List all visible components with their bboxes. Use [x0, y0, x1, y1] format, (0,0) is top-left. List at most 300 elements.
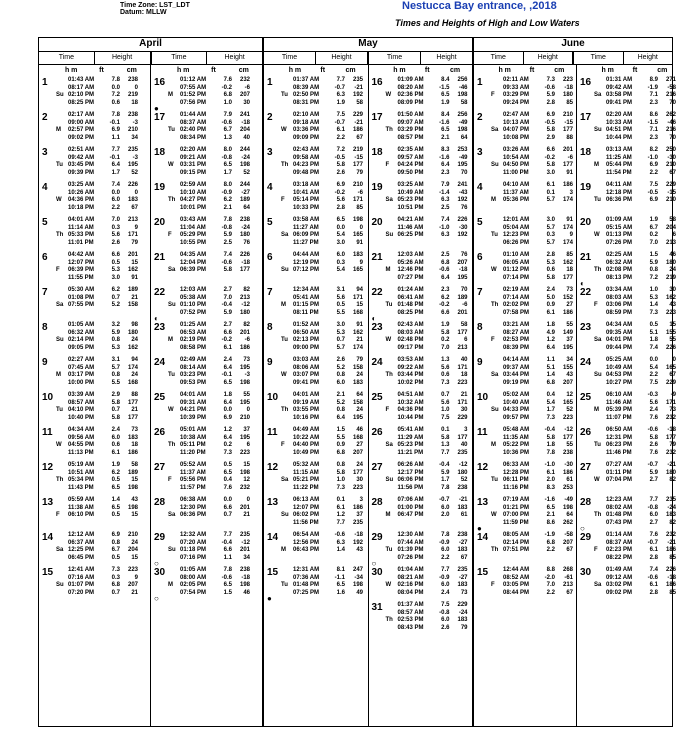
tide-time: 01:52 PM — [180, 92, 207, 99]
day-number: 23 — [580, 322, 592, 333]
tide-time: 12:23 PM — [503, 232, 530, 239]
tide-height-cm: 207 — [239, 92, 250, 99]
tide-height-cm: -15 — [354, 154, 363, 161]
tide-height-cm: -12 — [458, 462, 468, 468]
tide-height-ft: 0.4 — [223, 477, 232, 484]
tide-row — [56, 120, 147, 128]
day-entry — [477, 182, 573, 217]
day-of-week — [281, 400, 293, 408]
tide-row — [168, 540, 259, 548]
tide-time: 09:35 AM — [606, 329, 633, 336]
tide-height-cm: 201 — [562, 147, 573, 153]
tide-row — [491, 170, 573, 178]
tide-row — [168, 217, 259, 225]
tide-height-ft: 5.6 — [649, 399, 658, 406]
tide-row — [386, 477, 470, 485]
half-month-column — [151, 65, 262, 727]
tide-time: 07:00 PM — [503, 512, 530, 519]
tide-row — [386, 602, 470, 610]
day-of-week — [281, 85, 293, 93]
tide-rows — [594, 112, 676, 147]
day-of-week: W — [491, 512, 497, 519]
day-of-week — [56, 532, 68, 540]
tide-height-ft: 5.3 — [546, 259, 555, 266]
tide-row — [594, 135, 676, 143]
tide-height-ft: 2.8 — [546, 99, 555, 106]
tide-time: 05:41 AM — [293, 294, 320, 301]
day-of-week — [168, 357, 180, 365]
tide-height-ft: 6.2 — [441, 294, 450, 301]
tide-height-cm: 183 — [457, 504, 468, 511]
tide-row — [56, 77, 147, 85]
tide-rows — [56, 287, 147, 322]
tide-time: 01:09 AM — [397, 77, 424, 83]
day-entry — [42, 567, 147, 602]
day-entry — [477, 287, 573, 322]
tide-time: 02:35 AM — [397, 147, 424, 153]
tide-height-cm: -21 — [354, 119, 363, 126]
day-of-week — [168, 567, 180, 575]
day-of-week — [491, 435, 503, 443]
tide-height-cm: 24 — [356, 462, 363, 468]
day-of-week — [386, 147, 398, 155]
day-number: 13 — [267, 497, 279, 508]
tide-height-cm: 58 — [356, 99, 363, 106]
tide-row — [281, 112, 365, 120]
tide-height-cm: 210 — [127, 127, 138, 134]
tide-time: 05:26 AM — [397, 259, 424, 266]
tide-row — [168, 567, 259, 575]
day-number: 8 — [267, 322, 273, 333]
tide-height-cm: 223 — [562, 77, 573, 83]
tide-height-cm: 58 — [669, 217, 676, 223]
tide-row — [56, 575, 147, 583]
tide-row — [386, 532, 470, 540]
tide-height-ft: 5.2 — [336, 399, 345, 406]
tide-row — [281, 485, 365, 493]
tide-height-ft: 0.8 — [111, 372, 120, 379]
day-entry — [580, 462, 676, 497]
tide-time: 06:38 AM — [180, 497, 207, 503]
tide-time: 04:34 AM — [606, 322, 633, 328]
tide-row — [491, 532, 573, 540]
day-of-week — [491, 590, 503, 598]
tide-rows — [168, 182, 259, 217]
tide-row — [168, 415, 259, 423]
day-of-week: M — [594, 162, 599, 169]
day-entry — [42, 532, 147, 567]
day-of-week — [386, 170, 398, 178]
tide-row — [56, 477, 147, 485]
day-number: 26 — [154, 427, 166, 438]
tide-height-ft: -0.2 — [221, 337, 232, 344]
tide-height-ft: 7.5 — [441, 414, 450, 421]
half-month-column — [577, 65, 679, 727]
day-of-week — [281, 505, 293, 513]
tide-row — [281, 567, 365, 575]
day-of-week — [168, 310, 180, 318]
day-of-week — [594, 345, 606, 353]
tide-height-cm: 195 — [239, 399, 250, 406]
tide-height-cm: 256 — [457, 112, 468, 118]
tide-time: 12:31 PM — [606, 434, 633, 441]
day-of-week: Th — [168, 442, 176, 449]
tide-time: 04:21 PM — [180, 407, 207, 414]
tide-height-cm: 171 — [457, 399, 468, 406]
tide-time: 12:30 AM — [397, 532, 424, 538]
tide-row — [594, 267, 676, 275]
tide-time: 03:25 AM — [397, 182, 424, 188]
tide-height-ft: 0.3 — [546, 232, 555, 239]
day-number: 4 — [477, 182, 483, 193]
tide-height-ft: 6.5 — [546, 504, 555, 511]
day-of-week — [56, 182, 68, 190]
tide-height-ft: 1.7 — [546, 407, 555, 414]
tide-time: 06:37 AM — [68, 539, 95, 546]
day-of-week — [491, 217, 503, 225]
tide-row — [168, 442, 259, 450]
tide-height-ft: -0.2 — [221, 84, 232, 91]
tide-row — [168, 477, 259, 485]
tide-height-ft: 7.6 — [223, 77, 232, 83]
day-entry — [580, 392, 676, 427]
day-entry — [580, 77, 676, 112]
day-of-week — [386, 135, 398, 143]
tide-height-cm: 213 — [457, 344, 468, 351]
tide-time: 02:20 AM — [606, 112, 633, 118]
tide-height-ft: 0.3 — [111, 574, 120, 581]
tide-height-ft: 6.1 — [111, 449, 120, 456]
tide-time: 01:39 PM — [397, 547, 424, 554]
tide-time: 07:55 AM — [180, 84, 207, 91]
tide-time: 11:00 PM — [503, 169, 529, 176]
tide-row — [386, 155, 470, 163]
tide-height-ft: 7.8 — [111, 112, 120, 118]
tide-row — [168, 372, 259, 380]
day-of-week — [491, 505, 503, 513]
day-number: 21 — [154, 252, 166, 263]
tide-height-ft: -1.6 — [544, 497, 555, 503]
tide-row — [594, 567, 676, 575]
tide-height-ft: -0.6 — [544, 84, 555, 91]
tide-height-cm: 174 — [352, 344, 363, 351]
day-of-week — [168, 295, 180, 303]
tide-height-ft: 0.0 — [223, 497, 232, 503]
tide-height-ft: 6.0 — [649, 512, 658, 519]
day-of-week — [56, 497, 68, 505]
day-entry — [42, 427, 147, 462]
tide-height-ft: 7.3 — [649, 309, 658, 316]
tide-row — [491, 575, 573, 583]
day-of-week — [281, 155, 293, 163]
tide-time: 10:51 PM — [397, 204, 424, 211]
tide-height-ft: 0.7 — [336, 337, 345, 344]
tide-row — [386, 302, 470, 310]
tide-row — [491, 485, 573, 493]
unit-ft: ft — [320, 67, 326, 74]
tide-row — [386, 127, 470, 135]
tide-row — [491, 92, 573, 100]
tide-height-ft: 6.1 — [649, 582, 658, 589]
tide-row — [281, 155, 365, 163]
tide-row — [281, 427, 365, 435]
tide-height-ft: 7.8 — [111, 77, 120, 83]
tide-row — [594, 100, 676, 108]
tide-row — [594, 182, 676, 190]
tide-height-ft: 0.1 — [546, 189, 555, 196]
day-of-week — [281, 435, 293, 443]
tide-time: 12:18 PM — [606, 189, 633, 196]
tide-height-cm: 162 — [562, 259, 573, 266]
tide-height-cm: 195 — [127, 162, 138, 169]
tide-height-ft: 5.4 — [649, 364, 658, 371]
tide-row — [281, 217, 365, 225]
tide-time: 12:23 AM — [606, 497, 633, 503]
day-of-week: M — [168, 582, 173, 589]
day-of-week — [491, 427, 503, 435]
month-may — [264, 37, 472, 727]
day-number: 31 — [371, 602, 383, 613]
day-entry — [42, 322, 147, 357]
day-of-week: Th — [56, 232, 64, 239]
tide-height-cm: 195 — [239, 364, 250, 371]
tide-height-cm: 226 — [665, 344, 676, 351]
tide-height-cm: 149 — [562, 329, 573, 336]
day-of-week — [594, 77, 606, 85]
tide-row — [56, 330, 147, 338]
tide-row — [386, 590, 470, 598]
tide-height-cm: -12 — [564, 427, 573, 433]
tide-row — [594, 92, 676, 100]
tide-row — [56, 590, 147, 598]
tide-height-cm: 98 — [131, 322, 138, 328]
day-of-week: Tu — [385, 547, 393, 554]
tide-height-cm: 58 — [131, 462, 138, 468]
day-of-week: Sa — [491, 127, 499, 134]
tide-height-ft: 2.1 — [546, 512, 555, 519]
tide-height-cm: 0 — [359, 224, 363, 231]
day-number: 20 — [154, 217, 166, 228]
tide-height-cm: 229 — [665, 182, 676, 188]
tide-height-cm: 168 — [352, 434, 363, 441]
tide-row — [56, 532, 147, 540]
tide-height-ft: 1.5 — [336, 427, 345, 433]
day-of-week: W — [168, 162, 174, 169]
tide-row — [386, 92, 470, 100]
day-of-week: M — [385, 512, 391, 519]
tide-height-ft: 6.0 — [336, 252, 345, 258]
day-of-week: M — [281, 547, 286, 554]
column-headers — [474, 52, 672, 65]
day-entry — [477, 532, 573, 567]
tide-height-ft: -0.7 — [334, 119, 345, 126]
tide-row — [281, 322, 365, 330]
tide-row — [281, 547, 365, 555]
tide-time: 08:22 PM — [606, 554, 633, 561]
tide-rows — [491, 532, 573, 567]
day-of-week — [594, 497, 606, 505]
tide-row — [594, 252, 676, 260]
day-number: 5 — [267, 217, 273, 228]
tide-row — [386, 330, 470, 338]
day-of-week — [594, 287, 606, 295]
tide-time: 03:13 AM — [606, 147, 633, 153]
tide-height-ft: 0.2 — [223, 442, 232, 449]
tide-time: 03:36 PM — [293, 127, 320, 134]
day-of-week — [491, 310, 503, 318]
day-of-week: Sa — [385, 197, 393, 204]
tide-height-ft: 5.8 — [336, 469, 345, 476]
tide-height-ft: 0.5 — [111, 477, 120, 484]
tide-time: 02:51 AM — [68, 147, 95, 153]
tide-height-cm: 253 — [562, 484, 573, 491]
tide-height-cm: 226 — [127, 182, 138, 188]
tide-row — [56, 205, 147, 213]
tide-height-cm: 27 — [356, 442, 363, 449]
tide-height-ft: 2.3 — [441, 287, 450, 293]
tide-height-ft: 6.9 — [546, 112, 555, 118]
tide-rows — [491, 497, 573, 532]
tide-time: 07:43 PM — [606, 519, 633, 526]
tide-height-ft: 6.0 — [441, 582, 450, 589]
tide-row — [168, 532, 259, 540]
tide-height-cm: 165 — [562, 399, 573, 406]
tide-height-ft: 6.6 — [441, 309, 450, 316]
day-of-week — [281, 415, 293, 423]
tide-time: 06:05 AM — [503, 259, 530, 266]
tide-time: 09:07 AM — [397, 119, 424, 126]
tide-row — [491, 100, 573, 108]
day-of-week — [386, 575, 398, 583]
day-of-week — [168, 427, 180, 435]
unit-ft: ft — [632, 67, 638, 74]
tide-row — [594, 275, 676, 283]
tide-height-cm: 186 — [352, 127, 363, 134]
tide-height-ft: 6.4 — [546, 344, 555, 351]
tide-height-ft: 6.0 — [336, 379, 345, 386]
tide-height-cm: 229 — [457, 602, 468, 608]
tide-height-cm: 198 — [127, 504, 138, 511]
day-of-week — [386, 380, 398, 388]
tide-time: 02:08 PM — [606, 267, 633, 274]
tide-time: 08:20 AM — [397, 84, 424, 91]
tide-height-ft: 7.0 — [441, 344, 450, 351]
tide-row — [168, 120, 259, 128]
tide-row — [56, 275, 147, 283]
tide-time: 02:53 PM — [397, 617, 424, 624]
day-of-week — [386, 77, 398, 85]
day-entry — [154, 427, 259, 462]
tide-time: 09:56 AM — [68, 434, 95, 441]
tide-height-cm: 195 — [457, 162, 468, 169]
tide-height-cm: -15 — [667, 189, 676, 196]
tide-height-cm: 186 — [562, 469, 573, 476]
tide-row — [168, 497, 259, 505]
day-of-week: W — [594, 232, 600, 239]
tide-time: 06:50 AM — [606, 427, 633, 433]
tide-time: 04:33 PM — [503, 407, 530, 414]
tide-rows — [594, 287, 676, 322]
tide-height-cm: 210 — [665, 197, 676, 204]
tide-row — [168, 555, 259, 563]
tide-row — [491, 462, 573, 470]
day-of-week — [56, 225, 68, 233]
tide-height-cm: -46 — [458, 84, 468, 91]
tide-height-cm: 73 — [243, 357, 250, 363]
tide-time: 02:50 PM — [293, 92, 320, 99]
tide-time: 03:18 AM — [293, 182, 320, 188]
tide-height-cm: 3 — [569, 189, 573, 196]
tide-height-ft: 2.8 — [649, 589, 658, 596]
tide-time: 09:02 PM — [68, 134, 95, 141]
day-of-week: M — [168, 337, 173, 344]
tide-height-cm: 0 — [672, 357, 676, 363]
tide-height-cm: 189 — [127, 469, 138, 476]
day-of-week — [386, 252, 398, 260]
day-of-week — [491, 260, 503, 268]
tide-time: 12:34 AM — [293, 287, 320, 293]
tide-height-ft: 7.8 — [546, 449, 555, 456]
tide-height-ft: 6.1 — [546, 469, 555, 476]
day-entry — [372, 602, 470, 637]
tide-time: 11:37 AM — [180, 469, 206, 476]
day-of-week: W — [281, 127, 287, 134]
tide-row — [386, 267, 470, 275]
tide-row — [168, 205, 259, 213]
tide-time: 10:16 PM — [293, 414, 320, 421]
day-of-week — [491, 462, 503, 470]
day-number: 27 — [580, 462, 592, 473]
tide-height-ft: 6.4 — [441, 274, 450, 281]
tide-rows — [594, 427, 676, 462]
tide-row — [281, 330, 365, 338]
tide-rows — [491, 287, 573, 322]
tide-time: 06:41 AM — [397, 294, 424, 301]
tide-height-cm: 223 — [665, 309, 676, 316]
day-of-week — [594, 295, 606, 303]
tide-height-cm: 73 — [566, 287, 573, 293]
tide-height-ft: 2.2 — [441, 554, 450, 561]
tide-time: 06:10 PM — [68, 512, 95, 519]
tide-row — [386, 540, 470, 548]
tide-row — [56, 442, 147, 450]
tide-height-cm: 229 — [457, 414, 468, 421]
tide-time: 05:29 PM — [180, 232, 207, 239]
day-number: 26 — [371, 427, 383, 438]
tide-rows — [281, 182, 365, 217]
tide-row — [168, 135, 259, 143]
tide-time: 02:16 PM — [397, 582, 424, 589]
tide-row — [168, 547, 259, 555]
tide-rows — [594, 252, 676, 287]
day-of-week: W — [491, 267, 497, 274]
day-of-week — [386, 120, 398, 128]
day-of-week — [281, 170, 293, 178]
tide-height-ft: 5.7 — [546, 197, 555, 204]
tide-time: 11:43 PM — [68, 484, 94, 491]
day-of-week — [386, 287, 398, 295]
unit-ft: ft — [211, 67, 216, 74]
tide-height-cm: 171 — [352, 197, 363, 204]
day-of-week — [386, 462, 398, 470]
tide-time: 01:18 PM — [180, 547, 207, 554]
day-entry — [372, 217, 470, 252]
day-of-week — [491, 520, 503, 528]
tide-time: 01:05 AM — [68, 322, 95, 328]
tide-time: 08:37 AM — [180, 119, 207, 126]
day-of-week — [56, 287, 68, 295]
tide-row — [56, 365, 147, 373]
